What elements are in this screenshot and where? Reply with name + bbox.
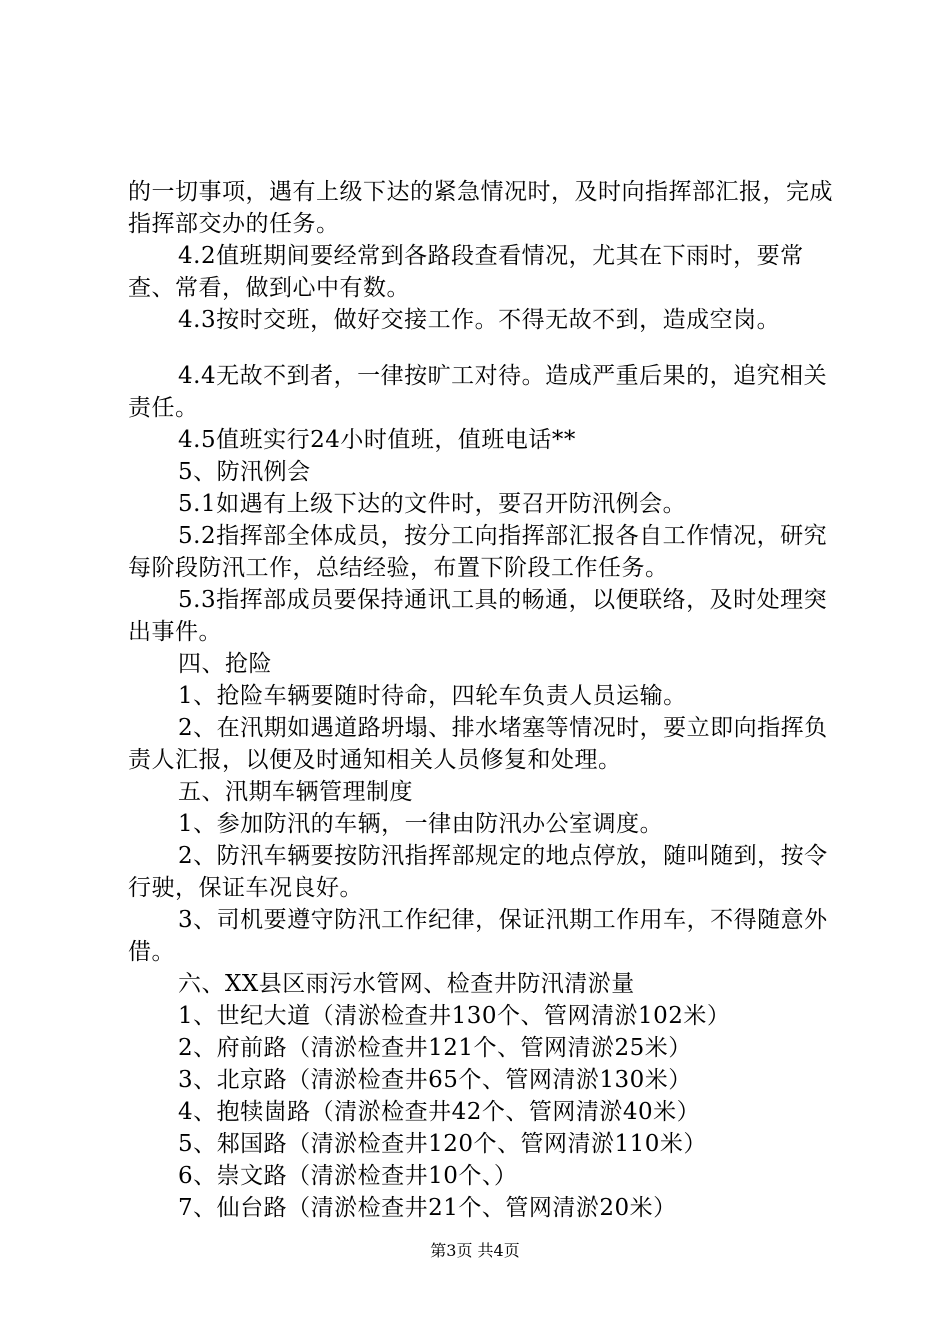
paragraph-1: 4.2值班期间要经常到各路段查看情况，尤其在下雨时，要常查、常看，做到心中有数。 xyxy=(128,243,804,301)
paragraph-10: 1、抢险车辆要随时待命，四轮车负责人员运输。 xyxy=(178,683,687,709)
section-heading-5: 5、防汛例会 xyxy=(178,459,311,485)
paragraph-4: 4.5值班实行24小时值班，值班电话** xyxy=(178,427,576,453)
list-item-road-3: 3、北京路（清淤检查井65个、管网清淤130米） xyxy=(178,1067,692,1093)
document-body xyxy=(128,176,848,1224)
paragraph-11: 2、在汛期如遇道路坍塌、排水堵塞等情况时，要立即向指挥负责人汇报，以便及时通知相关人员修复和处理。 xyxy=(128,715,828,773)
paragraph-gap xyxy=(128,336,848,360)
list-item-road-7: 7、仙台路（清淤检查井21个、管网清淤20米） xyxy=(178,1195,677,1221)
section-heading-4: 四、抢险 xyxy=(178,651,272,677)
page-footer: 第3页 共4页 xyxy=(430,1241,520,1260)
paragraph-13: 1、参加防汛的车辆，一律由防汛办公室调度。 xyxy=(178,811,664,837)
paragraph-6: 5.1如遇有上级下达的文件时，要召开防汛例会。 xyxy=(178,491,687,517)
list-item-road-5: 5、邾国路（清淤检查井120个、管网清淤110米） xyxy=(178,1131,707,1157)
list-item-road-6: 6、崇文路（清淤检查井10个、） xyxy=(178,1163,518,1189)
paragraph-15: 3、司机要遵守防汛工作纪律，保证汛期工作用车，不得随意外借。 xyxy=(128,907,828,965)
list-item-road-2: 2、府前路（清淤检查井121个、管网清淤25米） xyxy=(178,1035,692,1061)
paragraph-7: 5.2指挥部全体成员，按分工向指挥部汇报各自工作情况，研究每阶段防汛工作，总结经验，布置下阶段工作任务。 xyxy=(128,523,828,581)
paragraph-0: 的一切事项，遇有上级下达的紧急情况时，及时向指挥部汇报，完成指挥部交办的任务。 xyxy=(128,179,833,237)
paragraph-14: 2、防汛车辆要按防汛指挥部规定的地点停放，随叫随到，按令行驶，保证车况良好。 xyxy=(128,843,828,901)
list-item-road-4: 4、抱犊崮路（清淤检查井42个、管网清淤40米） xyxy=(178,1099,701,1125)
list-item-road-1: 1、世纪大道（清淤检查井130个、管网清淤102米） xyxy=(178,1003,731,1029)
section-heading-6: 六、XX县区雨污水管网、检查井防汛清淤量 xyxy=(178,971,635,997)
section-heading-5-vehicles: 五、汛期车辆管理制度 xyxy=(178,779,413,805)
paragraph-2: 4.3按时交班，做好交接工作。不得无故不到，造成空岗。 xyxy=(178,307,781,333)
paragraph-3: 4.4无故不到者，一律按旷工对待。造成严重后果的，追究相关责任。 xyxy=(128,363,828,421)
paragraph-8: 5.3指挥部成员要保持通讯工具的畅通，以便联络，及时处理突出事件。 xyxy=(128,587,828,645)
